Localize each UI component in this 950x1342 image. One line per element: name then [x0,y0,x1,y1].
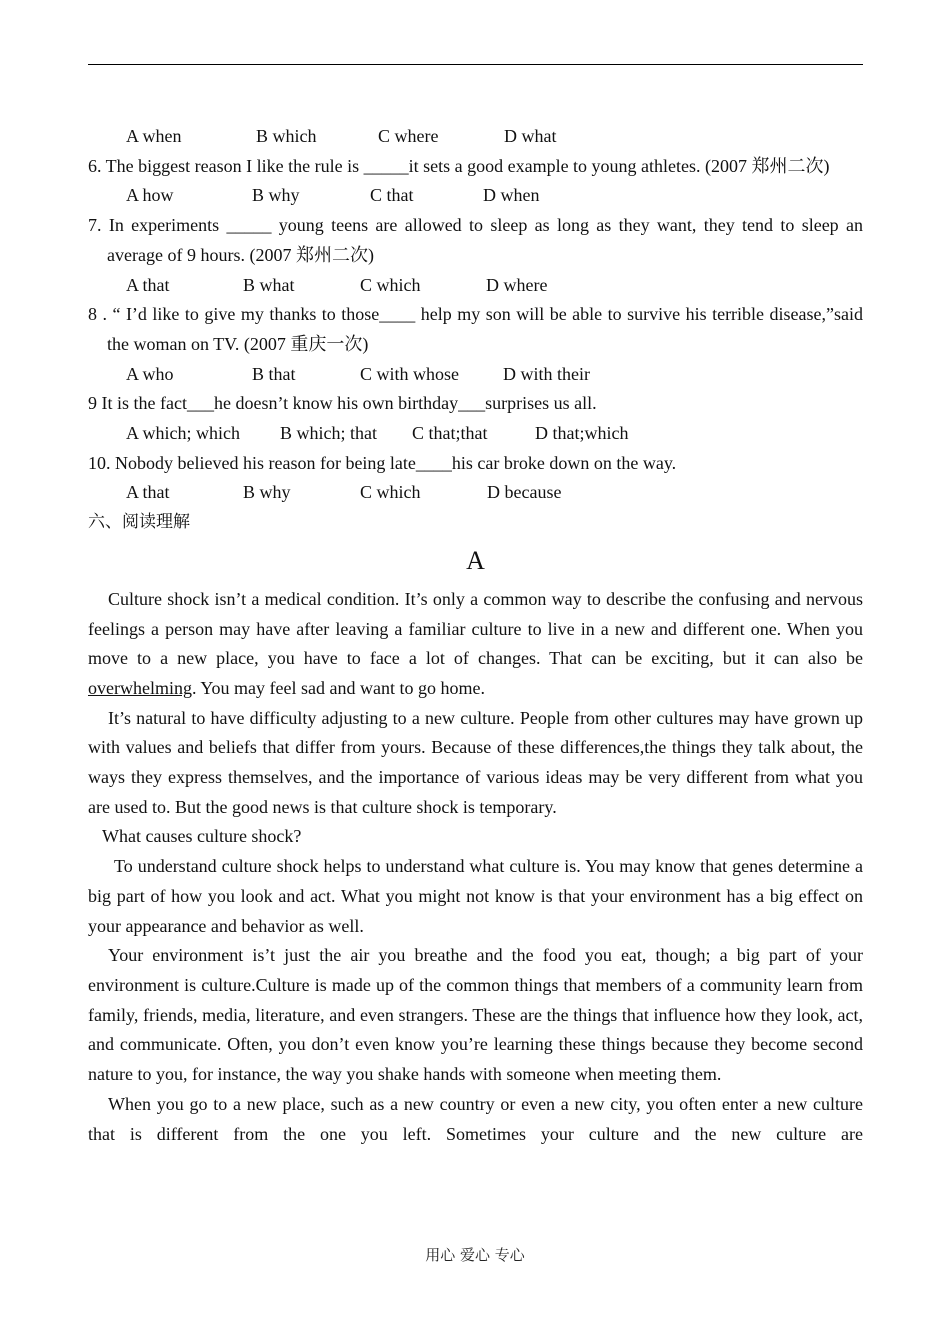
q9-options [88,419,863,449]
option: D what [504,126,557,146]
question-8: 8 . “ I’d like to give my thanks to those____ help my son will be able to survive his terrible disease,”said the woman on TV. (2007 重庆一次) [88,304,863,354]
option: B that [252,363,296,384]
q10-options [88,478,863,508]
option: D with their [503,363,590,384]
passage-paragraph-5: When you go to a new place, such as a new country or even a new city, you often enter a new culture that is different from the one you left. Sometimes your culture and the new culture are [88,1093,863,1144]
passage-subheading: What causes culture shock? [102,826,302,847]
page-content [88,122,863,1149]
option: C where [378,126,439,146]
option: C that;that [412,423,488,444]
option: C which [360,482,421,503]
header-rule [88,64,863,65]
option: B why [243,482,291,503]
question-7: 7. In experiments _____ young teens are allowed to sleep as long as they want, they tend to sleep an average of 9 hours. (2007 郑州二次) [88,215,863,265]
q8-options [88,360,863,390]
option: C which [360,274,421,295]
question-9: 9 It is the fact___he doesn’t know his own birthday___surprises us all. [88,393,597,414]
option: A which; which [126,423,240,444]
option: D that;which [535,423,629,444]
option: D when [483,185,540,206]
question-10: 10. Nobody believed his reason for being late____his car broke down on the way. [88,452,677,473]
passage-paragraph-2: It’s natural to have difficulty adjusting to a new culture. People from other cultures may have grown up with values and beliefs that differ from yours. Because of these differences,the things they talk about, the ways they express themselves, and the importance of various ideas may be very different from what you are used to. But the good news is that culture shock is temporary. [88,707,863,817]
p1-text-end: . You may feel sad and want to go home. [191,677,485,698]
q5-options [88,122,863,152]
option: A how [126,185,174,206]
option: A who [126,363,174,384]
underlined-word: overwhelming [88,677,192,698]
option: D where [486,274,548,295]
section-heading: 六、阅读理解 [88,512,190,533]
passage-paragraph-1 [88,585,863,704]
passage-paragraph-4: Your environment is’t just the air you breathe and the food you eat, though; a big part of your environment is culture.Culture is made up of the common things that members of a community learn from family, friends, media, literature, and even strangers. These are the things that influence how they look, act, and communicate. Often, you don’t even know you’re learning these things because they become second nature to you, for instance, the way you shake hands with someone when meeting them. [88,945,863,1085]
option: C that [370,185,414,206]
option: C with whose [360,363,459,384]
option: B what [243,274,295,295]
question-6: 6. The biggest reason I like the rule is _____it sets a good example to young athletes. (2007 郑州二次) [88,155,830,176]
option: B which [256,126,317,146]
option: A that [126,482,170,503]
passage-paragraph-3: To understand culture shock helps to understand what culture is. You may know that genes determine a big part of how you look and act. What you might not know is that your environment has a big effect on your appearance and behavior as well. [88,856,863,936]
option: A that [126,274,170,295]
option: B why [252,185,300,206]
option: B which; that [280,423,377,444]
q7-options [88,271,863,301]
option: A when [126,126,182,146]
q6-options [88,181,863,211]
p1-text-start: Culture shock isn’t a medical condition. It’s only a common way to describe the confusing and nervous feelings a person may have after leaving a familiar culture to live in a new and different one. When you move to a new place, you have to face a lot of changes. That can be exciting, but it can also be [88,588,863,669]
option: D because [487,482,562,503]
passage-title: A [466,545,485,575]
page-footer: 用心 爱心 专心 [425,1246,525,1264]
